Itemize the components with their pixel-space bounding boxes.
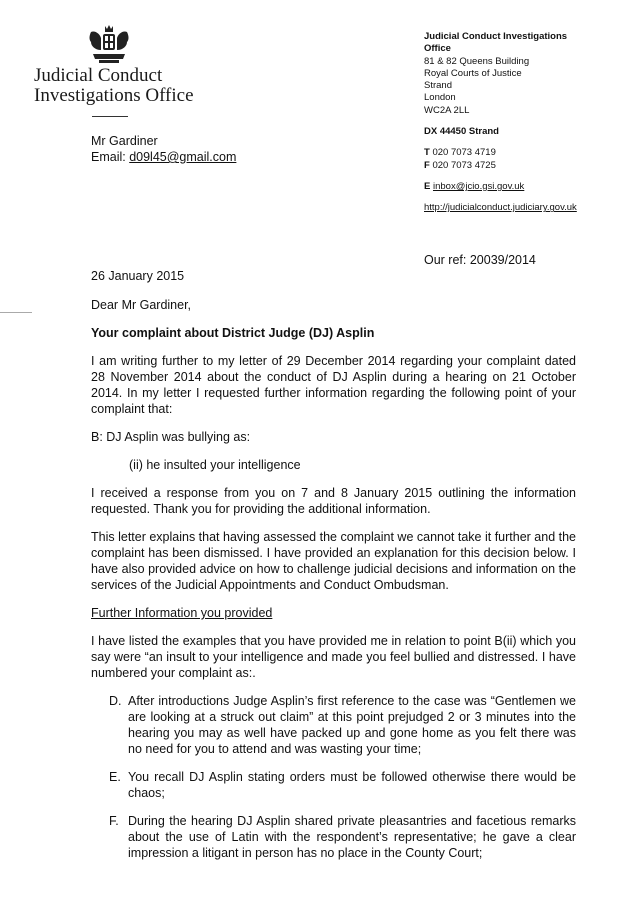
margin-mark (0, 312, 32, 313)
list-marker: E. (109, 770, 121, 784)
address-line: WC2A 2LL (424, 104, 470, 116)
list-item (91, 693, 576, 757)
telephone-line (424, 147, 624, 159)
list-item-text: After introductions Judge Asplin’s first reference to the case was “Gentlemen we are looking at a struck out claim” at this point prejudged 2 or 3 minutes into the hearing you may as well have packed up and gone home as you felt there was no need for you to attend and was wasting your time; (128, 694, 576, 756)
paragraph: I received a response from you on 7 and 8 January 2015 outlining the information requested. Thank you for providing the additional information. (91, 486, 576, 516)
complaint-list (91, 693, 576, 861)
list-item-text: You recall DJ Asplin stating orders must be followed otherwise there would be chaos; (128, 770, 576, 800)
org-name-line-1: Judicial Conduct Investigations (424, 31, 568, 42)
fax-number: 020 7073 4725 (432, 159, 496, 171)
reference-number: Our ref: 20039/2014 (424, 253, 536, 267)
logo-line-2: Investigations Office (34, 85, 194, 106)
paragraph: (ii) he insulted your intelligence (129, 458, 301, 472)
list-marker: F. (109, 814, 119, 828)
letter-body (91, 268, 576, 873)
list-marker: D. (109, 694, 122, 708)
letter-date: 26 January 2015 (91, 269, 185, 283)
email-line (424, 181, 624, 193)
organisation-logo (34, 66, 194, 106)
address-line: Strand (424, 80, 452, 92)
paragraph: This letter explains that having assessed the complaint we cannot take it further and the complaint has been dismissed. I have provided an explanation for this decision below. I have also provided advice on how to challenge judicial decisions and information on the services of the Judicial Appointments and Conduct Ombudsman. (91, 530, 576, 592)
website-link[interactable]: http://judicialconduct.judiciary.gov.uk (424, 202, 577, 214)
email-label: E (424, 180, 431, 192)
salutation: Dear Mr Gardiner, (91, 298, 192, 312)
logo-line-1: Judicial Conduct (34, 65, 163, 86)
recipient-email-line (91, 149, 236, 165)
telephone-number: 020 7073 4719 (432, 147, 496, 159)
logo-divider (92, 116, 128, 117)
fax-line (424, 160, 624, 172)
dx-number: DX 44450 Strand (424, 126, 499, 138)
address-line: London (424, 92, 456, 104)
recipient-email-label: Email: (91, 150, 130, 164)
list-item-text: During the hearing DJ Asplin shared private pleasantries and facetious remarks about the use of Latin with the respondent’s representative; he gave a clear impression a litigant in person has no place in the County Court; (128, 814, 576, 860)
telephone-label: T (424, 147, 430, 159)
sender-address-block (424, 31, 624, 215)
section-heading: Further Information you provided (91, 606, 273, 620)
subject-heading: Your complaint about District Judge (DJ) Asplin (91, 326, 375, 340)
recipient-name: Mr Gardiner (91, 134, 158, 148)
paragraph: I am writing further to my letter of 29 December 2014 regarding your complaint dated 28 November 2014 about the conduct of DJ Asplin during a hearing on 21 October 2014. In my letter I requested further information regarding the following point of your complaint that: (91, 354, 576, 416)
address-line: Royal Courts of Justice (424, 67, 522, 79)
royal-crest-icon (85, 22, 133, 66)
paragraph: B: DJ Asplin was bullying as: (91, 430, 251, 444)
paragraph: I have listed the examples that you have provided me in relation to point B(ii) which you say were “an insult to your intelligence and made you feel bullied and distressed. I have numbered your complaint as:. (91, 634, 576, 680)
email-link[interactable]: inbox@jcio.gsi.gov.uk (432, 180, 525, 192)
address-line: 81 & 82 Queens Building (424, 55, 530, 67)
fax-label: F (424, 159, 430, 171)
list-item (91, 769, 576, 801)
recipient-email-link[interactable]: d09l45@gmail.com (129, 150, 237, 164)
org-name-line-2: Office (424, 43, 451, 55)
list-item (91, 813, 576, 861)
recipient-block (91, 133, 236, 165)
